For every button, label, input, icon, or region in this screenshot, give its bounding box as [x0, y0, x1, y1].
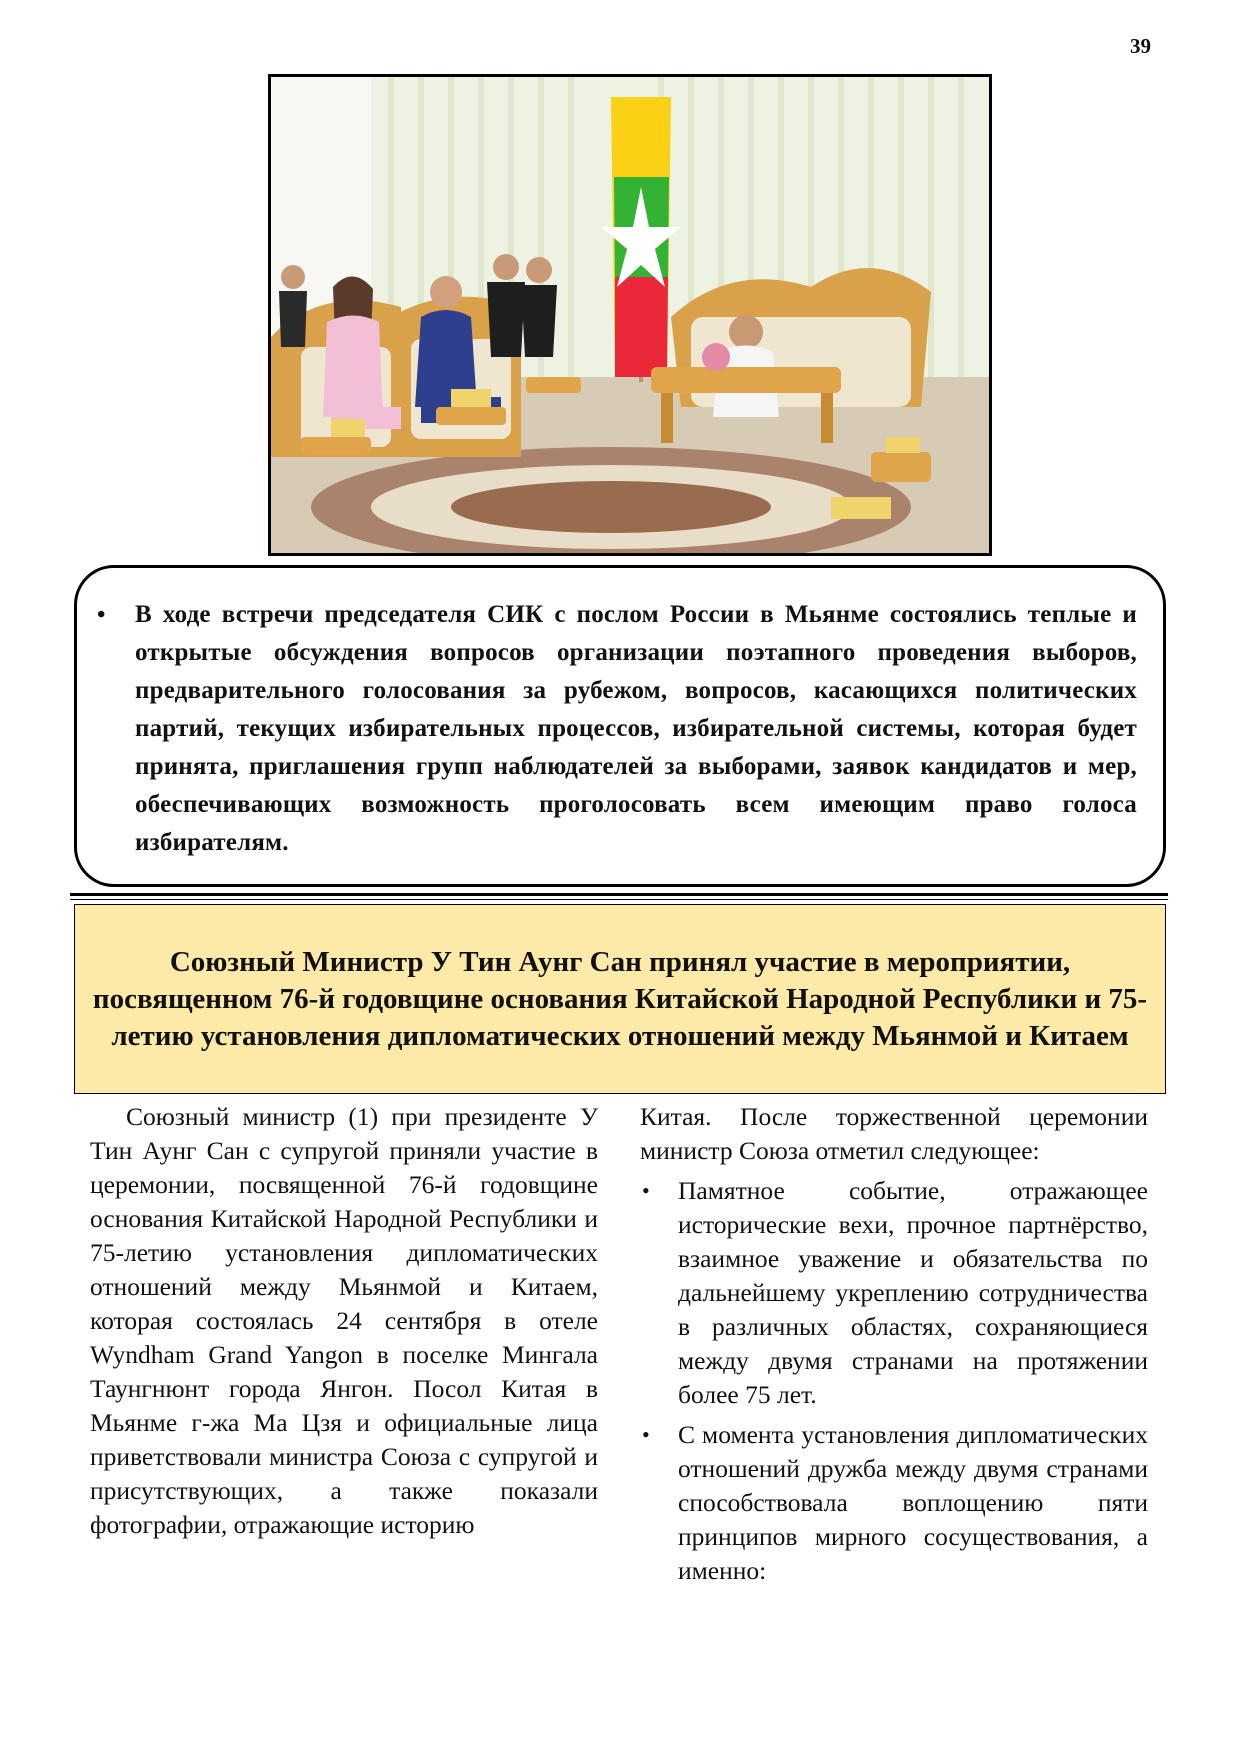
page-number: 39: [1130, 34, 1151, 58]
list-item: • С момента установления дипломатических отношений дружба между двумя странами способствовала воплощению пяти принципов мирного сосуществования, а именно:: [640, 1418, 1148, 1588]
meeting-photo: [268, 74, 992, 556]
article-bullet-list: [640, 1174, 1148, 1588]
article-headline-box: [74, 904, 1166, 1094]
section-divider: [70, 893, 1168, 900]
article-paragraph-continued: Китая. После торжественной церемонии министр Союза отметил следующее:: [640, 1102, 1148, 1165]
callout-bullet: • В ходе встречи председателя СИК с послом России в Мьянме состоялись теплые и открытые обсуждения вопросов организации поэтапного проведения выборов, предварительного голосования за рубежом, вопросов, касающихся политических партий, текущих избирательных процессов, избирательной системы, которая будет принята, приглашения групп наблюдателей за выборами, заявок кандидатов и мер, обеспечивающих возможность проголосовать всем имеющим право голоса избирателям.: [135, 596, 1137, 862]
meeting-photo-icon: [271, 77, 989, 553]
list-item: • Памятное событие, отражающее исторические вехи, прочное партнёрство, взаимное уважение и обязательства по дальнейшему укреплению сотрудничества в различных областях, сохраняющиеся между двумя странами на протяжении более 75 лет.: [640, 1174, 1148, 1412]
article-column-left: [90, 1100, 598, 1542]
article-paragraph: Союзный министр (1) при президенте У Тин Аунг Сан с супругой приняли участие в церемонии, посвященной 76-й годовщине основания Китайской Народной Республики и 75-летию установления дипломатических отношений между Мьянмой и Китаем, которая состоялась 24 сентября в отеле Wyndham Grand Yangon в поселке Мингала Таунгнюнт города Янгон. Посол Китая в Мьянме г-жа Ма Цзя и официальные лица приветствовали министра Союза с супругой и присутствующих, а также показали фотографии, отражающие историю: [90, 1102, 598, 1539]
article-headline: Союзный Министр У Тин Аунг Сан принял участие в мероприятии, посвященном 76-й годовщине основания Китайской Народной Республики и 75-летию установления дипломатических отношений между Мьянмой и Китаем: [92, 945, 1148, 1052]
article-column-right: [640, 1100, 1148, 1588]
summary-callout: [74, 565, 1166, 887]
